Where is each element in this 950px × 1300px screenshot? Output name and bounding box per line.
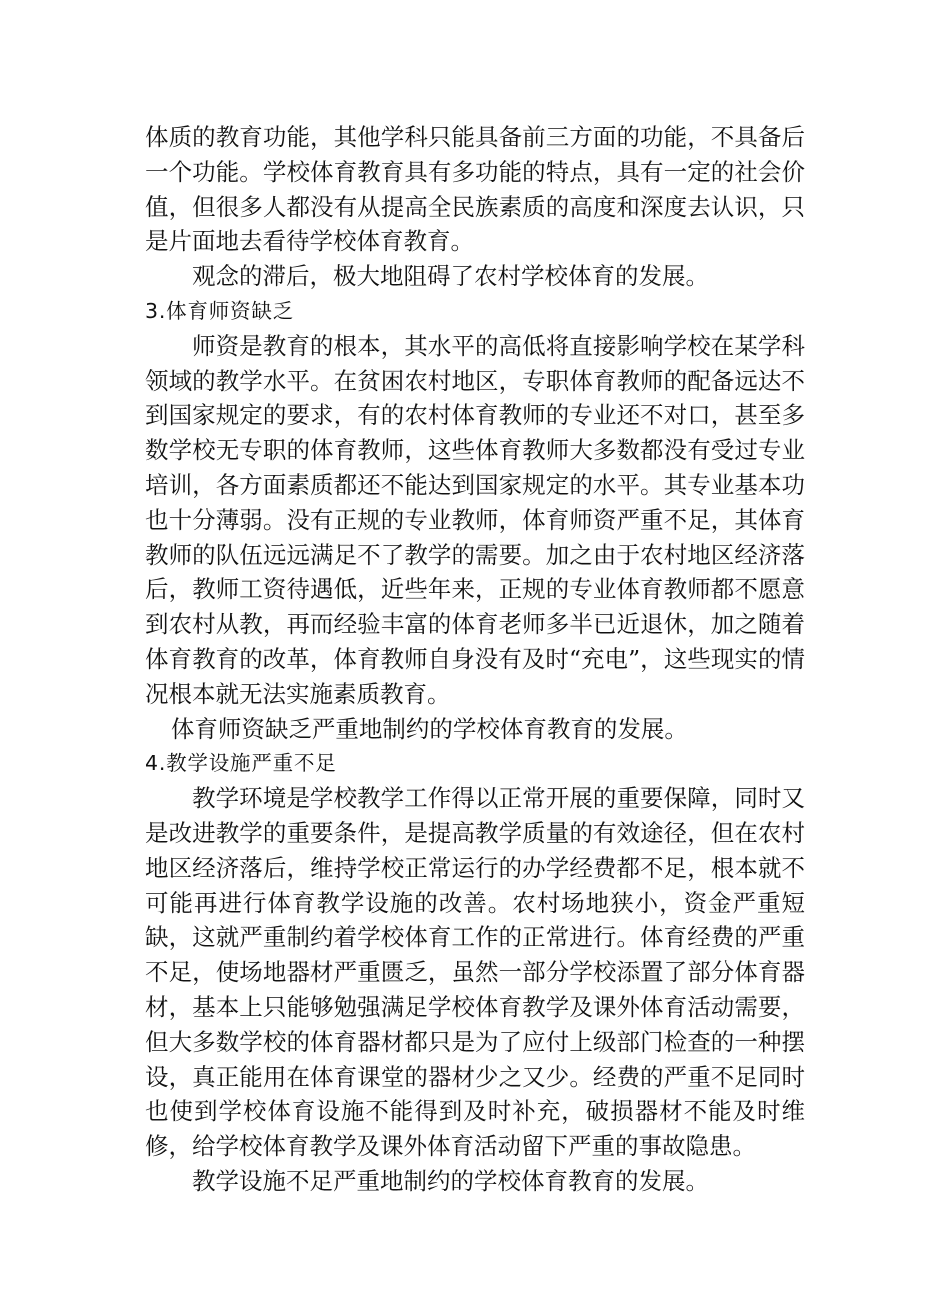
paragraph-facility-shortage-summary: 教学设施不足严重地制约的学校体育教育的发展。 xyxy=(192,1166,709,1195)
paragraph-teacher-shortage: 师资是教育的根本，其水平的高低将直接影响学校在某学科领域的教学水平。在贫困农村地区，专职体育教师的配备远达不到国家规定的要求，有的农村体育教师的专业还不对口，甚至多数学校无专职的体育教师，这些体育教师大多数都没有受过专业培训，各方面素质都还不能达到国家规定的水平。其专业基本功也十分薄弱。没有正规的专业教师，体育师资严重不足，其体育教师的队伍远远满足不了教学的需要。加之由于农村地区经济落后，教师工资待遇低，近些年来，正规的专业体育教师都不愿意到农村从教，再而经验丰富的体育老师多半已近退休，加之随着体育教育的改革，体育教师自身没有及时“充电”，这些现实的情况根本就无法实施素质教育。 xyxy=(145,331,805,708)
paragraph-body-continuation: 体质的教育功能，其他学科只能具备前三方面的功能，不具备后一个功能。学校体育教育具有多功能的特点，具有一定的社会价值，但很多人都没有从提高全民族素质的高度和深度去认识，只是片面地去看待学校体育教育。 xyxy=(145,123,805,256)
paragraph-facility-shortage: 教学环境是学校教学工作得以正常开展的重要保障，同时又是改进教学的重要条件，是提高教学质量的有效途径，但在农村地区经济落后，维持学校正常运行的办学经费都不足，根本就不可能再进行体育教学设施的改善。农村场地狭小，资金严重短缺，这就严重制约着学校体育工作的正常进行。体育经费的严重不足，使场地器材严重匮乏，虽然一部分学校添置了部分体育器材，基本上只能够勉强满足学校体育教学及课外体育活动需要，但大多数学校的体育器材都只是为了应付上级部门检查的一种摆设，真正能用在体育课堂的器材少之又少。经费的严重不足同时也使到学校体育设施不能得到及时补充，破损器材不能及时维修，给学校体育教学及课外体育活动留下严重的事故隐患。 xyxy=(145,784,805,1161)
paragraph-concept-lag-summary: 观念的滞后，极大地阻碍了农村学校体育的发展。 xyxy=(192,262,709,291)
document-page xyxy=(145,120,805,1200)
paragraph-teacher-shortage-summary: 体育师资缺乏严重地制约的学校体育教育的发展。 xyxy=(170,714,688,743)
section-heading-facility-shortage: 4.教学设施严重不足 xyxy=(145,751,337,776)
section-heading-teacher-shortage: 3.体育师资缺乏 xyxy=(145,298,294,323)
